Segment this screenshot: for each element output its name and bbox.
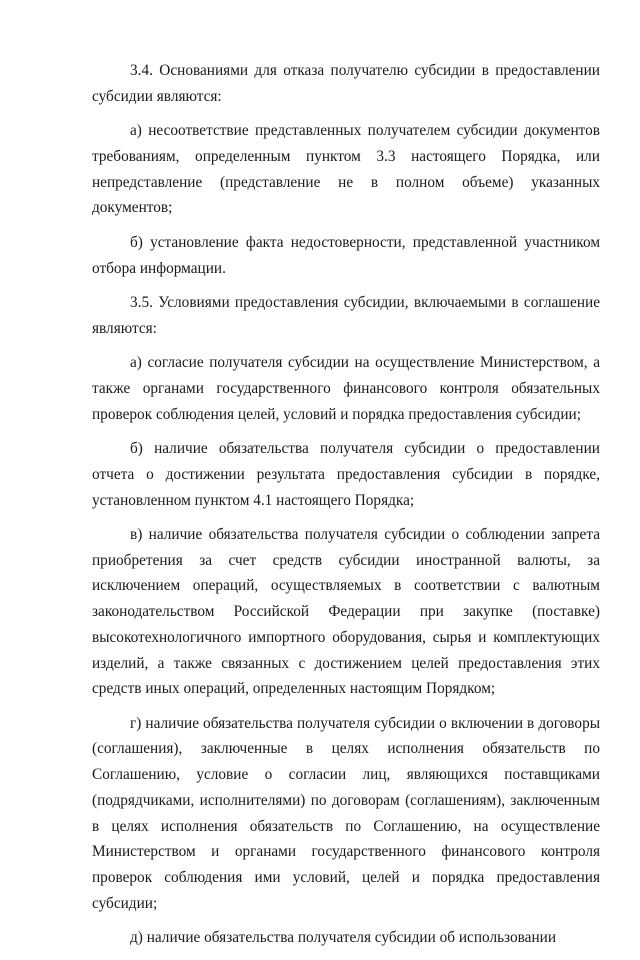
- paragraph-3-5-g: г) наличие обязательства получателя субсидии о включении в договоры (соглашения), заключенные в целях исполнения обязательств по Соглашению, условие о согласии лиц, являющихся поставщиками (подрядчиками, исполнителями) по договорам (соглашениям), заключенным в целях исполнения обязательств по Соглашению, на осуществление Министерством и органами государственного финансового контроля проверок соблюдения ими условий, целей и порядка предоставления субсидии;: [92, 714, 600, 912]
- paragraph-3-5-a: а) согласие получателя субсидии на осуществление Министерством, а также органами государственного финансового контроля обязательных проверок соблюдения целей, условий и порядка предоставления субсидии;: [92, 354, 600, 423]
- paragraph-3-4-a: а) несоответствие представленных получателем субсидии документов требованиям, определенным пунктом 3.3 настоящего Порядка, или непредставление (представление не в полном объеме) указанных документов;: [92, 122, 600, 217]
- paragraph-3-5-v: в) наличие обязательства получателя субсидии о соблюдении запрета приобретения за счет средств субсидии иностранной валюты, за исключением операций, осуществляемых в соответствии с валютным законодательством Российской Федерации при закупке (поставке) высокотехнологичного импортного оборудования, сырья и комплектующих изделий, а также связанных с достижением целей предоставления этих средств иных операций, определенных настоящим Порядком;: [92, 526, 600, 698]
- paragraph-3-5: 3.5. Условиями предоставления субсидии, включаемыми в соглашение являются:: [92, 294, 600, 337]
- paragraph-3-4-b: б) установление факта недостоверности, представленной участником отбора информации.: [92, 233, 600, 277]
- paragraph-3-5-b: б) наличие обязательства получателя субсидии о предоставлении отчета о достижении результата предоставления субсидии в порядке, установленном пунктом 4.1 настоящего Порядка;: [92, 440, 600, 509]
- paragraph-3-4: 3.4. Основаниями для отказа получателю субсидии в предоставлении субсидии являются:: [92, 62, 600, 105]
- document-body: [92, 58, 600, 960]
- paragraph-3-5-d: д) наличие обязательства получателя субсидии об использовании: [130, 929, 557, 947]
